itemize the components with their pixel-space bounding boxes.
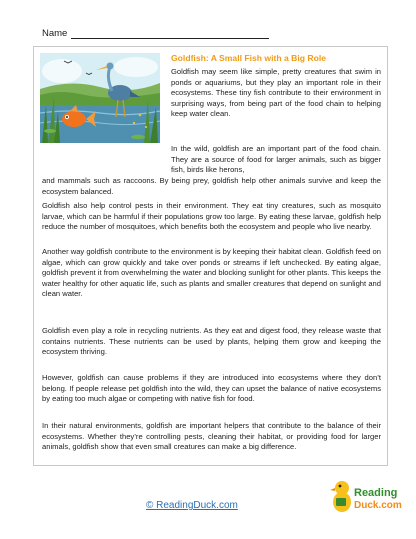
paragraph-7: In their natural environments, goldfish are important helpers that contribute to the balance of their ecosystems. Whether they’re controlling pests, cleaning their habitat, or providing food for larger animals, goldfish show that even small creatures can make a big difference. (42, 421, 381, 452)
name-field[interactable] (71, 30, 269, 39)
paragraph-1: Goldfish may seem like simple, pretty creatures that swim in ponds or aquariums, but they play an important role in their ecosystems. These tiny fish contribute to their environment in surprising ways, from being part of the food chain to helping keep water clean. (171, 67, 381, 119)
paragraph-3: Goldfish also help control pests in their environment. They eat tiny creatures, such as mosquito larvae, which can be harmful if their populations grow too large. By eating these larvae, goldfish help reduce the number of mosquitoes, which benefits both the ecosystem and people who live nearby. (42, 201, 381, 232)
readingduck-link[interactable]: © ReadingDuck.com (146, 500, 238, 511)
logo-line-2: Duck.com (354, 500, 402, 511)
paragraph-5: Goldfish even play a role in recycling nutrients. As they eat and digest food, they release waste that contains nutrients. These nutrients can be used by plants, helping them grow and keeping the ecosystem thriving. (42, 326, 381, 357)
paragraph-2-top: In the wild, goldfish are an important part of the food chain. They are a source of food for larger animals, such as bigger fish, birds like herons, (171, 144, 381, 175)
paragraph-2-bottom: and mammals such as raccoons. By being prey, goldfish help other animals survive and keep the ecosystem balanced. (42, 176, 381, 196)
paragraph-6: However, goldfish can cause problems if they are introduced into ecosystems where they don’t belong. If people release pet goldfish into the wild, they can upset the balance of native ecosystems by eating too much algae or competing with native fish for food. (42, 373, 381, 404)
logo-line-1: Reading (354, 487, 398, 499)
name-row (42, 28, 382, 39)
readingduck-logo (330, 474, 402, 518)
article-title: Goldfish: A Small Fish with a Big Role (171, 53, 327, 63)
name-label: Name (42, 28, 68, 39)
paragraph-4: Another way goldfish contribute to the environment is by keeping their habitat clean. Goldfish feed on algae, which can grow quickly and take over ponds or streams if left unchecked. By eating algae, goldfish prevent it from overwhelming the water and blocking sunlight for other plants. This keeps the water healthy for other aquatic life, such as plants and smaller creatures that depend on sunlight and clean water. (42, 247, 381, 299)
goldfish-heron-illustration (40, 53, 160, 143)
